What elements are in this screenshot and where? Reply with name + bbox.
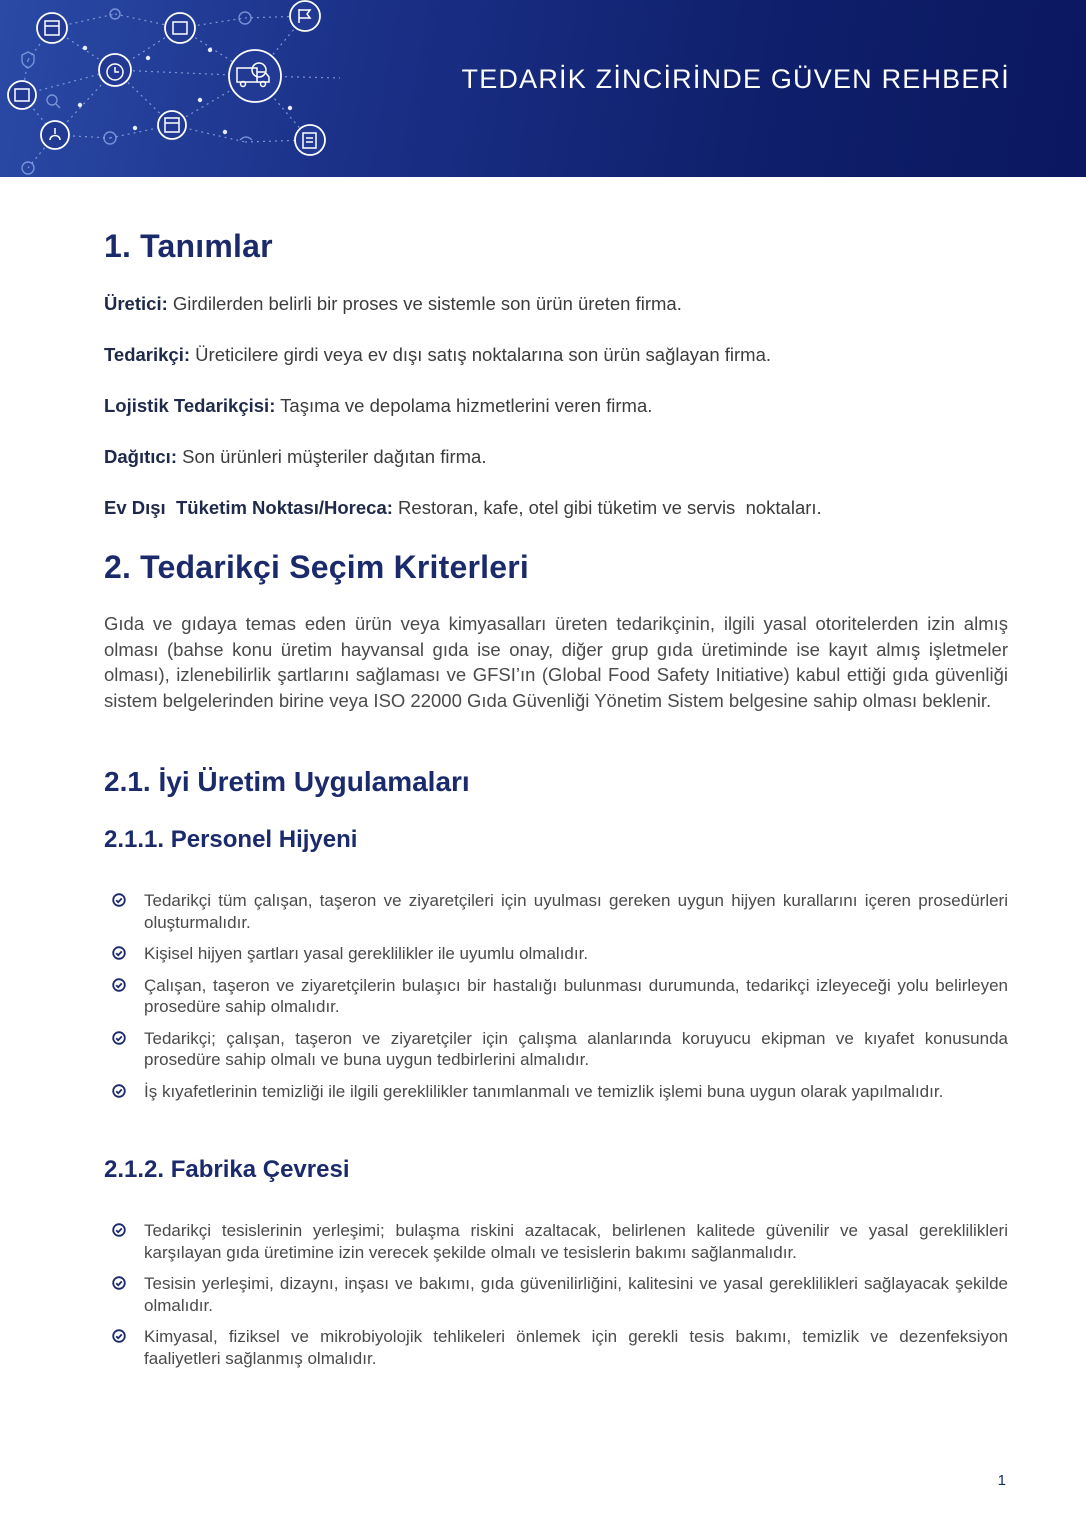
list-item-text: İş kıyafetlerinin temizliği ile ilgili gereklilikler tanımlanmalı ve temizlik işlemi buna uygun olarak yapılmalıdır. — [144, 1081, 944, 1101]
definition-horeca — [104, 495, 1008, 521]
list-item-text: Tesisin yerleşimi, dizaynı, inşası ve bakımı, gıda güvenilirliğini, kalitesini ve yasal gereklilikleri sağlayacak şekilde olmalıdır. — [144, 1274, 1008, 1315]
definition-uretici — [104, 291, 1008, 317]
subsubsection-heading: 2.1.1. Personel Hijyeni — [104, 826, 358, 853]
list-item — [104, 943, 1008, 965]
subsection-heading: 2.1. İyi Üretim Uygulamaları — [104, 766, 470, 797]
check-circle-icon — [112, 1223, 126, 1237]
criteria-paragraph-block — [104, 611, 1008, 713]
subsubsection-heading: 2.1.2. Fabrika Çevresi — [104, 1156, 350, 1183]
check-circle-icon — [112, 893, 126, 907]
definition-text: Girdilerden belirli bir proses ve sistemle son ürün üreten firma. — [167, 293, 682, 314]
list-item-text: Kişisel hijyen şartları yasal gereklilikler ile uyumlu olmalıdır. — [144, 944, 589, 963]
document-title: TEDARİK ZİNCİRİNDE GÜVEN REHBERİ — [461, 64, 1010, 94]
definition-term: Tedarikçi: — [104, 344, 191, 365]
check-circle-icon — [112, 1084, 126, 1098]
list-item — [104, 1273, 1008, 1316]
list-item — [104, 1081, 1008, 1103]
personnel-hygiene-list — [104, 890, 1008, 1102]
list-item-text: Çalışan, taşeron ve ziyaretçilerin bulaşıcı bir hastalığı bulunması durumunda, tedarikçi izleyeceği yolu belirleyen prosedüre sahip olmalıdır. — [144, 975, 1008, 1016]
definition-text: Restoran, kafe, otel gibi tüketim ve servis noktaları. — [392, 497, 822, 518]
list-item-text: Tedarikçi tüm çalışan, taşeron ve ziyaretçileri için uyulması gereken uygun hijyen kurallarını içeren prosedürleri oluşturmalıdır. — [144, 891, 1008, 932]
section-definitions — [104, 228, 1008, 265]
list-item — [104, 1220, 1008, 1263]
check-circle-icon — [112, 1276, 126, 1290]
definition-lojistik — [104, 393, 1008, 419]
section-factory-environment — [104, 1156, 1008, 1184]
list-item-text: Tedarikçi; çalışan, taşeron ve ziyaretçiler için çalışma alanlarında koruyucu ekipman ve kıyafet konusunda prosedüre sahip olmalı ve buna uygun tedbirlerini almalıdır. — [144, 1028, 1008, 1069]
factory-environment-list — [104, 1220, 1008, 1369]
definition-text: Üreticilere girdi veya ev dışı satış noktalarına son ürün sağlayan firma. — [190, 344, 771, 365]
list-item — [104, 975, 1008, 1018]
section-heading: 1. Tanımlar — [104, 228, 273, 264]
check-circle-icon — [112, 1031, 126, 1045]
section-good-manufacturing — [104, 766, 1008, 798]
list-item — [104, 890, 1008, 933]
page-header — [0, 0, 1086, 177]
list-item — [104, 1326, 1008, 1369]
section-supplier-criteria — [104, 549, 1008, 586]
definition-term: Ev Dışı Tüketim Noktası/Horeca: — [104, 497, 393, 518]
section-personnel-hygiene — [104, 826, 1008, 854]
criteria-paragraph: Gıda ve gıdaya temas eden ürün veya kimyasalları üreten tedarikçinin, ilgili yasal otoritelerden izin almış olması (bahse konu üretim hayvansal gıda ise onay, diğer grup gıda üretiminde ise kayıt almış işletmeler olması), izlenebilirlik şartlarını sağlaması ve GFSI’ın (Global Food Safety Initiative) kabul ettiği gıda güvenliği sistem belgelerinden birine veya ISO 22000 Gıda Güvenliği Yönetim Sistem belgesine sahip olması beklenir. — [104, 613, 1008, 711]
section-heading: 2. Tedarikçi Seçim Kriterleri — [104, 549, 529, 585]
check-circle-icon — [112, 978, 126, 992]
list-item-text: Tedarikçi tesislerinin yerleşimi; bulaşma riskini azaltacak, belirlenen kalitede güvenilir ve yasal gereklilikleri karşılayan gıda üretimine izin verecek şekilde olmalı ve tesislerin bakımı sağlanmalıdır. — [144, 1221, 1008, 1262]
page-number: 1 — [997, 1472, 1006, 1489]
definition-tedarikci — [104, 342, 1008, 368]
check-circle-icon — [112, 1329, 126, 1343]
check-circle-icon — [112, 946, 126, 960]
list-item-text: Kimyasal, fiziksel ve mikrobiyolojik tehlikeleri önlemek için gerekli tesis bakımı, temizlik ve dezenfeksiyon faaliyetleri sağlanmış olmalıdır. — [144, 1327, 1008, 1368]
definition-term: Lojistik Tedarikçisi: — [104, 395, 276, 416]
definition-text: Taşıma ve depolama hizmetlerini veren firma. — [275, 395, 653, 416]
definition-text: Son ürünleri müşteriler dağıtan firma. — [176, 446, 487, 467]
list-item — [104, 1028, 1008, 1071]
definition-term: Üretici: — [104, 293, 168, 314]
definition-dagitici — [104, 444, 1008, 470]
definition-term: Dağıtıcı: — [104, 446, 177, 467]
